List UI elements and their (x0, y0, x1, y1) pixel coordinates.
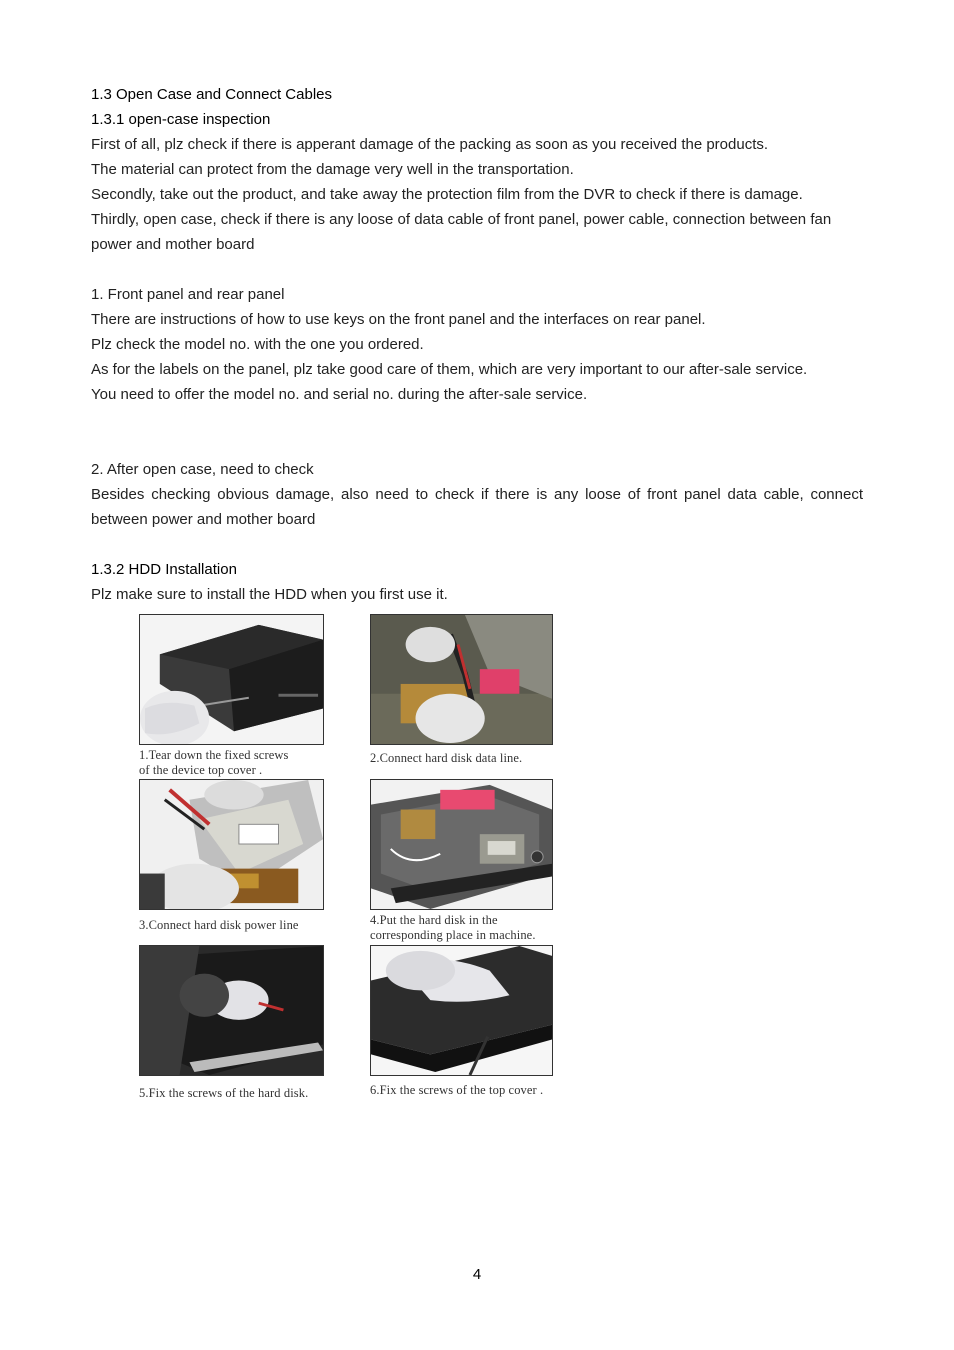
item-1-title: 1. Front panel and rear panel (91, 286, 285, 303)
subsection-title-inspection: 1.3.1 open-case inspection (91, 111, 271, 128)
paragraph-secondly: Secondly, take out the product, and take away the protection film from the DVR to check if there is damage. (91, 186, 803, 203)
subsection-title-hdd: 1.3.2 HDD Installation (91, 561, 237, 578)
item-1-line: As for the labels on the panel, plz take good care of them, which are very important to our after-sale service. (91, 361, 808, 378)
item-1-line: There are instructions of how to use keys on the front panel and the interfaces on rear panel. (91, 311, 706, 328)
page-number: 4 (472, 1266, 482, 1283)
item-1-line: Plz check the model no. with the one you ordered. (91, 336, 424, 353)
step-4-caption: 4.Put the hard disk in the corresponding place in machine. (370, 913, 536, 942)
step-5-photo (139, 945, 324, 1076)
step-3-caption: 3.Connect hard disk power line (139, 918, 299, 932)
step-5-caption: 5.Fix the screws of the hard disk. (139, 1086, 309, 1100)
step-6-photo (370, 945, 553, 1076)
step-2-photo (370, 614, 553, 745)
section-title: 1.3 Open Case and Connect Cables (91, 86, 332, 103)
step-3-photo (139, 779, 324, 910)
paragraph-thirdly: Thirdly, open case, check if there is any loose of data cable of front panel, power cable, connection between fan power and mother board (91, 211, 832, 253)
step-4-photo (370, 779, 553, 910)
item-2-title: 2. After open case, need to check (91, 461, 314, 478)
item-1-line: You need to offer the model no. and serial no. during the after-sale service. (91, 386, 588, 403)
step-1-photo (139, 614, 324, 745)
paragraph-material: The material can protect from the damage very well in the transportation. (91, 161, 574, 178)
step-2-caption: 2.Connect hard disk data line. (370, 751, 523, 765)
hdd-instruction: Plz make sure to install the HDD when you first use it. (91, 586, 448, 603)
paragraph-packing: First of all, plz check if there is apperant damage of the packing as soon as you received the products. (91, 136, 769, 153)
step-6-caption: 6.Fix the screws of the top cover . (370, 1083, 544, 1097)
item-2-text: Besides checking obvious damage, also need to check if there is any loose of front panel data cable, connect between power and mother board (91, 486, 863, 528)
step-1-caption: 1.Tear down the fixed screws of the device top cover . (139, 748, 289, 777)
main-text (91, 82, 863, 607)
